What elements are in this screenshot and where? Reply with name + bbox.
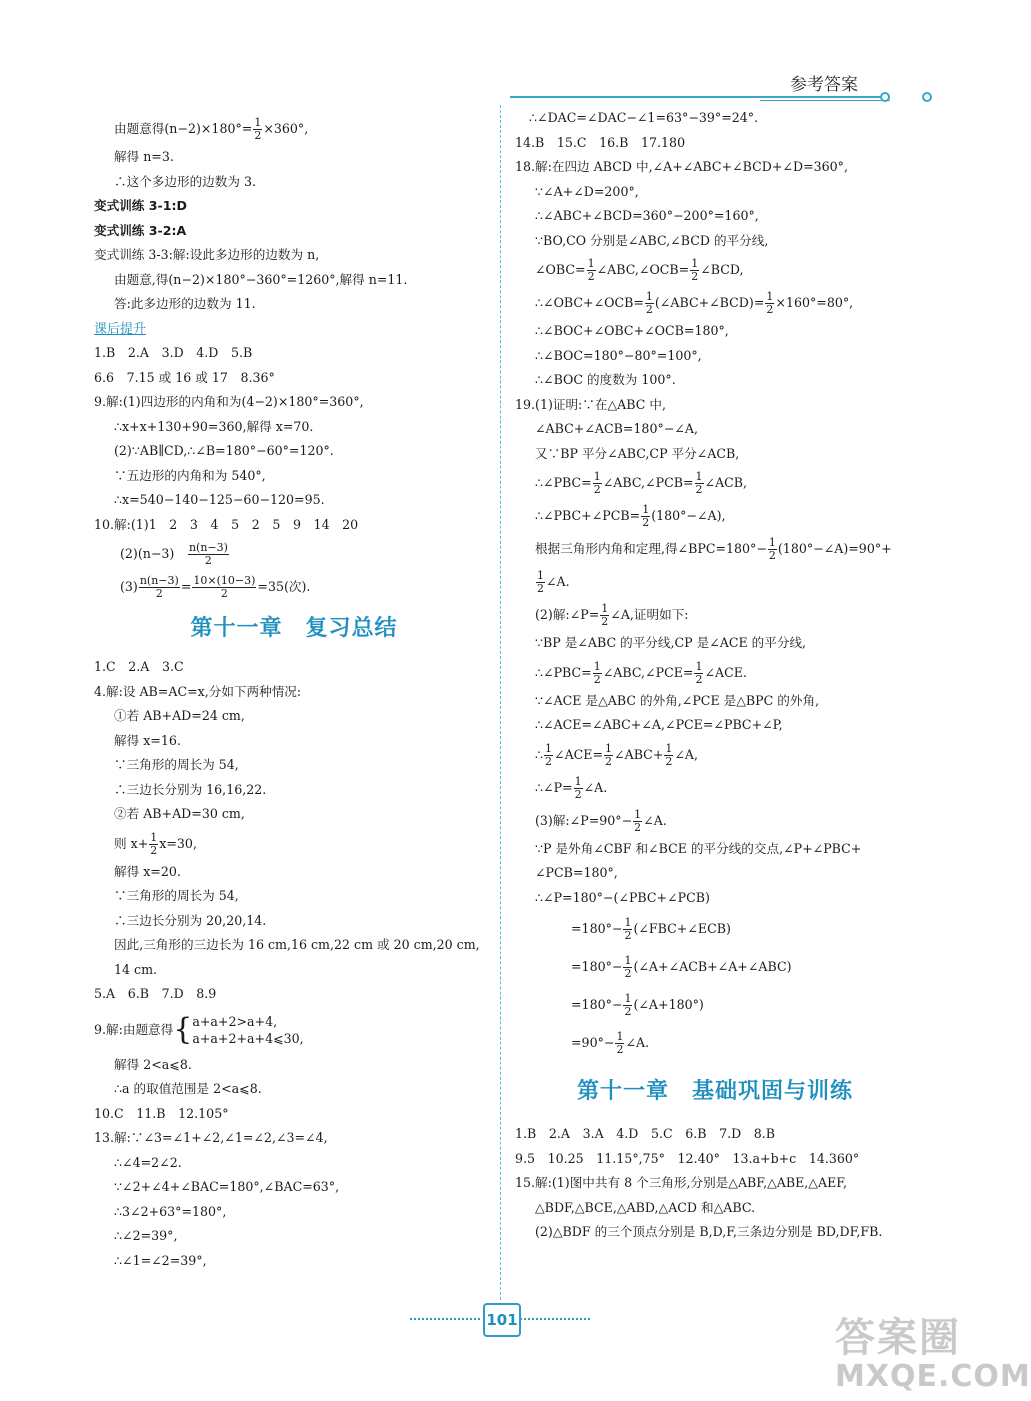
text-line: 解得 x=20. [114, 863, 181, 879]
text-line: 变式训练 3-3:解:设此多边形的边数为 n, [94, 247, 320, 262]
text-line: 1.B 2.A 3.D 4.D 5.B [94, 345, 253, 360]
text-line: ∵∠2+∠4+∠BAC=180°,∠BAC=63°, [114, 1179, 340, 1194]
text-line: ∠ABC+∠ACB=180°−∠A, [535, 421, 698, 436]
text-line: ∴∠PBC= $\frac{1}{2}$ ∠ABC,∠PCB= $\frac{1}{2}$ ∠ACB, [535, 470, 748, 496]
fraction: $\frac{1}{2}$ [616, 1030, 624, 1056]
text-line: ∴∠ABC+∠BCD=360°−200°=160°, [535, 208, 759, 223]
text-line: =90°− $\frac{1}{2}$ ∠A. [571, 1030, 650, 1056]
text-line: ∵∠ACE 是△ABC 的外角,∠PCE 是△BPC 的外角, [535, 692, 820, 708]
fraction: $\frac{1}{2}$ [624, 992, 632, 1018]
fraction: $\frac{n(n-3)}{2}$ [188, 541, 228, 567]
text-line: ∴a 的取值范围是 2<a⩽8. [114, 1081, 262, 1096]
text-line: ∴∠BOC 的度数为 100°. [535, 372, 676, 387]
header-circle-icon [922, 92, 932, 102]
text-line: (2)(n−3) $\frac{n(n-3)}{2}$ [120, 541, 228, 567]
fraction: $\frac{1}{2}$ [574, 774, 582, 801]
inequality-system: a+a+2>a+4, a+a+2+a+4⩽30, [192, 1014, 304, 1046]
chapter-title: 第十一章 基础巩固与训练 [576, 1079, 853, 1104]
text-line: (3) $\frac{n(n-3)}{2}$ = $\frac{10\times(10-3)}{2}$ =35(次). [120, 574, 311, 600]
fraction: $\frac{1}{2}$ [695, 470, 703, 496]
watermark-url: MXQE.COM [835, 1359, 1031, 1394]
text-line: ∴3∠2+63°=180°, [114, 1203, 227, 1219]
text-line: ∵P 是外角∠CBF 和∠BCE 的平分线的交点,∠P+∠PBC+ [535, 840, 862, 856]
text-line: 解得 2<a⩽8. [114, 1056, 192, 1072]
fraction: $\frac{1}{2}$ [766, 290, 774, 316]
fraction: $\frac{1}{2}$ [768, 536, 776, 562]
text-line: ∴三边长分别为 20,20,14. [114, 912, 267, 928]
text-line: ∴∠P=180°−(∠PBC+∠PCB) [535, 889, 710, 905]
text-line: ∴x+x+130+90=360,解得 x=70. [114, 418, 314, 434]
text-line: 13.解:∵∠3=∠1+∠2,∠1=∠2,∠3=∠4, [94, 1130, 328, 1145]
text-line: ∵∠A+∠D=200°, [535, 183, 639, 199]
text-line: 4.解:设 AB=AC=x,分如下两种情况: [94, 683, 302, 699]
text-line: ∴∠ACE=∠ABC+∠A,∠PCE=∠PBC+∠P, [535, 717, 783, 732]
text-line: (2)∵AB∥CD,∴∠B=180°−60°=120°. [114, 443, 334, 458]
text-line: 由题意,得(n−2)×180°−360°=1260°,解得 n=11. [114, 271, 408, 287]
text-line: ∴∠PBC+∠PCB= $\frac{1}{2}$ (180°−∠A), [535, 503, 726, 529]
fraction: $\frac{1}{2}$ [150, 830, 158, 857]
text-line: 14.B 15.C 16.B 17.180 [515, 134, 686, 150]
text-line: ∴∠PBC= $\frac{1}{2}$ ∠ABC,∠PCE= $\frac{1}{2}$ ∠ACE. [535, 659, 747, 686]
text-line: ∴∠BOC+∠OBC+∠OCB=180°, [535, 323, 729, 338]
text-line: 答:此多边形的边数为 11. [114, 296, 256, 311]
chapter-title: 第十一章 复习总结 [190, 616, 398, 641]
left-column [94, 112, 494, 1273]
text-line: ∴∠OBC+∠OCB= $\frac{1}{2}$ (∠ABC+∠BCD)= $\frac{1}{2}$ ×160°=80°, [535, 290, 854, 316]
text-line: (2)解:∠P= $\frac{1}{2}$ ∠A,证明如下: [535, 602, 689, 628]
text-line: ∴∠P= $\frac{1}{2}$ ∠A. [535, 774, 608, 801]
text-line: 又∵BP 平分∠ABC,CP 平分∠ACB, [535, 445, 740, 461]
header-rule-thin [760, 100, 890, 101]
text-line: 9.5 10.25 11.15°,75° 12.40° 13.a+b+c 14.360° [515, 1150, 860, 1166]
fraction: $\frac{1}{2}$ [593, 659, 601, 686]
text-line: ∴∠4=2∠2. [114, 1154, 182, 1170]
text-line: (2)△BDF 的三个顶点分别是 B,D,F,三条边分别是 BD,DF,FB. [535, 1224, 883, 1239]
text-line: 由题意得(n−2)×180°= $\frac{1}{2}$ ×360°, [114, 116, 309, 142]
page-number: 101 [483, 1303, 521, 1337]
text-line: 变式训练 3-2:A [94, 222, 187, 238]
text-line: ∴这个多边形的边数为 3. [114, 173, 256, 189]
text-line: ∵三角形的周长为 54, [114, 757, 239, 772]
text-line: ∴ $\frac{1}{2}$ ∠ACE= $\frac{1}{2}$ ∠ABC+ $\frac{1}{2}$ ∠A, [535, 741, 699, 768]
text-line: 解得 x=16. [114, 732, 181, 748]
fraction: $\frac{1}{2}$ [605, 741, 613, 768]
text-line: 5.A 6.B 7.D 8.9 [94, 986, 217, 1001]
text-line: ∵五边形的内角和为 540°, [114, 467, 266, 483]
watermark-logo: 答案圈 [835, 1315, 961, 1361]
fraction: $\frac{1}{2}$ [695, 659, 703, 686]
footer-dots-left [410, 1318, 480, 1320]
text-line: 10.C 11.B 12.105° [94, 1105, 229, 1121]
text-line: =180°− $\frac{1}{2}$ (∠A+180°) [571, 992, 704, 1018]
text-line: ∠PCB=180°, [535, 865, 618, 880]
watermark [835, 1306, 1031, 1394]
text-line: 15.解:(1)图中共有 8 个三角形,分别是△ABF,△ABE,△AEF, [515, 1175, 848, 1190]
fraction: $\frac{1}{2}$ [587, 257, 595, 283]
header-title: 参考答案 [790, 75, 858, 95]
fraction: $\frac{1}{2}$ [691, 257, 699, 283]
text-line: 9.解:由题意得{ a+a+2>a+4, a+a+2+a+4⩽30, [94, 1012, 304, 1047]
section-heading: 课后提升 [94, 321, 147, 337]
fraction: $\frac{1}{2}$ [634, 807, 642, 834]
footer-dots-right [520, 1318, 590, 1320]
text-line: △BDF,△BCE,△ABD,△ACD 和△ABC. [535, 1199, 756, 1215]
text-line: 则 x+ $\frac{1}{2}$ x=30, [114, 830, 197, 857]
header-rule [510, 96, 890, 98]
fraction: $\frac{10\times(10-3)}{2}$ [193, 574, 256, 600]
text-line: $\frac{1}{2}$ ∠A. [537, 569, 570, 595]
text-line: ①若 AB+AD=24 cm, [114, 708, 245, 723]
text-line: 解得 n=3. [114, 149, 174, 164]
text-line: ∴∠1=∠2=39°, [114, 1252, 207, 1268]
text-line: 因此,三角形的三边长为 16 cm,16 cm,22 cm 或 20 cm,20 cm, [114, 937, 480, 952]
text-line: ∵三角形的周长为 54, [114, 888, 239, 903]
text-line: 1.B 2.A 3.A 4.D 5.C 6.B 7.D 8.B [515, 1126, 776, 1141]
text-line: 10.解:(1)1 2 3 4 5 2 5 9 14 20 [94, 516, 359, 532]
text-line: =180°− $\frac{1}{2}$ (∠FBC+∠ECB) [571, 916, 731, 942]
right-column [515, 106, 915, 1245]
text-line: ∴x=540−140−125−60−120=95. [114, 492, 325, 507]
fraction: $\frac{1}{2}$ [645, 290, 653, 316]
fraction: $\frac{1}{2}$ [601, 602, 609, 628]
text-line: =180°− $\frac{1}{2}$ (∠A+∠ACB+∠A+∠ABC) [571, 954, 792, 980]
text-line: ∴∠DAC=∠DAC−∠1=63°−39°=24°. [529, 110, 759, 125]
text-line: 14 cm. [114, 961, 158, 977]
text-line: 18.解:在四边 ABCD 中,∠A+∠ABC+∠BCD+∠D=360°, [515, 159, 848, 174]
text-line: ∴∠2=39°, [114, 1228, 178, 1243]
fraction: $\frac{1}{2}$ [254, 116, 262, 142]
text-line: (3)解:∠P=90°− $\frac{1}{2}$ ∠A. [535, 807, 667, 834]
fraction: $\frac{1}{2}$ [537, 569, 544, 595]
fraction: $\frac{1}{2}$ [624, 954, 632, 980]
brace-icon: { [173, 1012, 193, 1047]
text-line: 1.C 2.A 3.C [94, 659, 184, 674]
text-line: 9.解:(1)四边形的内角和为(4−2)×180°=360°, [94, 394, 364, 409]
text-line: 变式训练 3-1:D [94, 198, 188, 213]
text-line: 19.(1)证明:∵在△ABC 中, [515, 396, 666, 412]
fraction: $\frac{1}{2}$ [545, 741, 553, 768]
fraction: $\frac{n(n-3)}{2}$ [139, 574, 179, 600]
fraction: $\frac{1}{2}$ [624, 916, 632, 942]
text-line: ∵BP 是∠ABC 的平分线,CP 是∠ACE 的平分线, [535, 635, 807, 650]
text-line: ②若 AB+AD=30 cm, [114, 806, 245, 821]
text-line: ∴三边长分别为 16,16,22. [114, 781, 267, 797]
text-line: 根据三角形内角和定理,得∠BPC=180°− $\frac{1}{2}$ (180°−∠A)=90°+ [535, 536, 892, 562]
fraction: $\frac{1}{2}$ [642, 503, 650, 529]
text-line: ∴∠BOC=180°−80°=100°, [535, 347, 702, 363]
text-line: ∠OBC= $\frac{1}{2}$ ∠ABC,∠OCB= $\frac{1}{2}$ ∠BCD, [535, 257, 744, 283]
fraction: $\frac{1}{2}$ [593, 470, 601, 496]
text-line: ∵BO,CO 分别是∠ABC,∠BCD 的平分线, [535, 232, 769, 248]
column-divider [500, 105, 501, 1300]
header-circle-icon [880, 92, 890, 102]
fraction: $\frac{1}{2}$ [665, 741, 673, 768]
text-line: 6.6 7.15 或 16 或 17 8.36° [94, 369, 275, 385]
